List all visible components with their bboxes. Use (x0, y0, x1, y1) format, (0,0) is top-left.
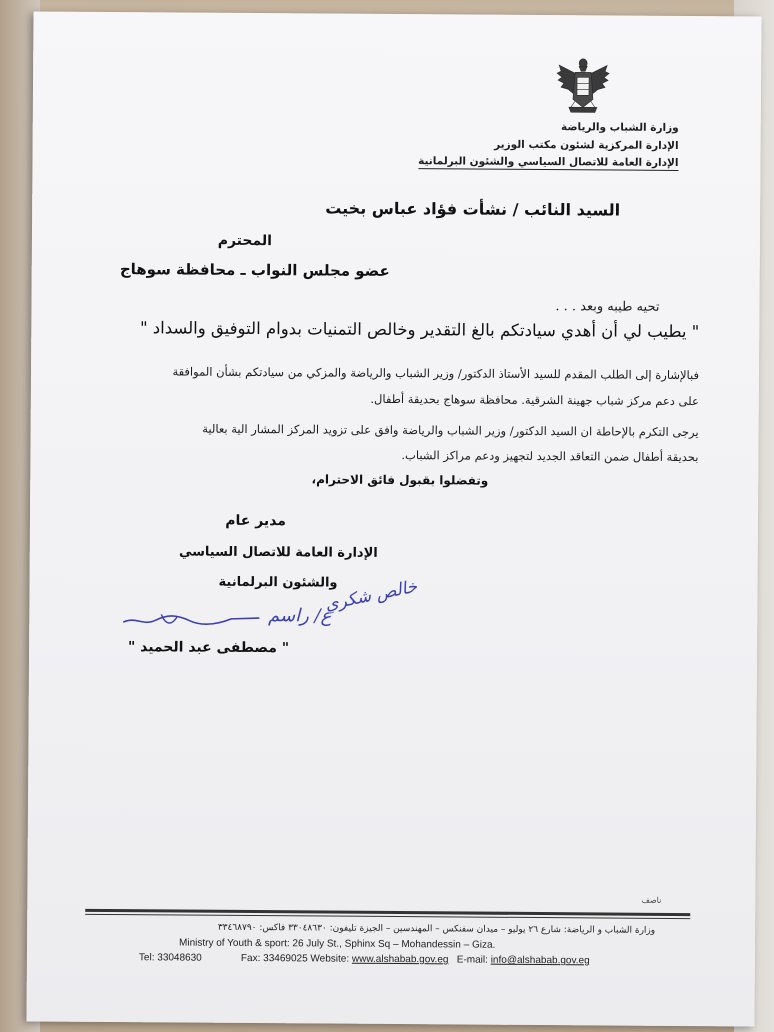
website-link[interactable]: www.alshabab.gov.eg (351, 953, 449, 966)
recipient-title: عضو مجلس النواب ـ محافظة سوهاج (119, 260, 390, 280)
footer-contact-line (241, 953, 590, 966)
signer-name: " مصطفى عبد الحميد " (127, 639, 290, 657)
footer-corner-note: ناصف (641, 895, 662, 905)
handwritten-signature: ع/ راسم (267, 605, 332, 627)
recipient-salutation: المحترم (217, 232, 272, 250)
signer-role: مدير عام (225, 512, 287, 530)
body-paragraph-1-line-2: على دعم مركز شباب جهينة الشرقية. محافظة سوهاج بحديقة أطفال. (370, 391, 699, 409)
footer-arabic-address: وزارة الشباب و الرياضة: شارع ٢٦ يوليو – ميدان سفنكس – المهندسين – الجيزة تليفون: ٣٣٠٤٨٦٣٠ فاكس: ٣٣٤٦٨٧٩٠ (217, 922, 656, 936)
footer-tel: Tel: 33048630 (138, 952, 202, 964)
body-paragraph-2-line-1: يرجى التكرم بالإحاطة ان السيد الدكتور/ وزير الشباب والرياضة وافق على تزويد المركز المشار الية بعالية (202, 421, 699, 440)
greeting: تحيه طيبه وبعد . . . (555, 299, 660, 315)
closing-line: وتفضلوا بقبول فائق الاحترام، (311, 472, 489, 488)
eagle-emblem-icon (555, 55, 611, 117)
body-paragraph-2-line-2: بحديقة أطفال ضمن التعاقد الجديد لتجهيز ودعم مراكز الشباب. (401, 448, 699, 465)
footer-english-address: Ministry of Youth & sport: 26 July St., Sphinx Sq – Mohandessin – Giza. (178, 937, 496, 951)
signature-stroke (121, 608, 261, 633)
signer-department-line-2: والشئون البرلمانية (218, 574, 338, 591)
letter-page (26, 11, 761, 1026)
recipient-name: السيد النائب / نشأت فؤاد عباس بخيت (325, 198, 621, 220)
central-admin-name: الإدارة المركزية لشئون مكتب الوزير (494, 138, 679, 152)
quote-line: " يطيب لي أن أهدي سيادتكم بالغ التقدير وخالص التمنيات بدوام التوفيق والسداد " (139, 318, 700, 342)
email-link[interactable]: info@alshabab.gov.eg (490, 954, 590, 967)
general-admin-name: الإدارة العامة للاتصال السياسي والشئون البرلمانية (418, 155, 679, 169)
ministry-name: وزارة الشباب والرياضة (560, 121, 679, 134)
email-label: E-mail: (456, 954, 488, 966)
handwritten-note: خالص شكري (322, 576, 419, 616)
footer-fax-website-label: Fax: 33469025 Website: (240, 952, 350, 965)
body-paragraph-1-line-1: فبالإشارة إلى الطلب المقدم للسيد الأستاذ الدكتور/ وزير الشباب والرياضة والمزكي من سيادتكم بشأن الموافقة (172, 364, 700, 383)
signer-department-line-1: الإدارة العامة للاتصال السياسي (178, 544, 378, 561)
